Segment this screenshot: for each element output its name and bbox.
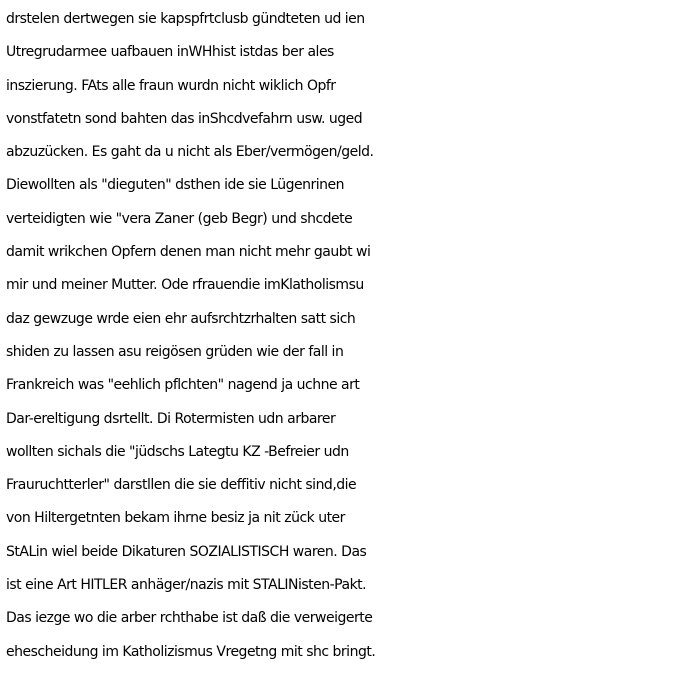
text-line: shiden zu lassen asu reigösen grüden wie der fall in — [6, 343, 344, 360]
text-line: Diewollten als "dieguten" dsthen ide sie Lügenrinen — [6, 177, 345, 194]
text-line: Frauruchtterler" darstllen die sie deffitiv nicht sind,die — [6, 477, 357, 494]
text-line: damit wrikchen Opfern denen man nicht mehr gaubt wi — [6, 244, 371, 261]
text-line: von Hiltergetnten bekam ihrne besiz ja nit zück uter — [6, 510, 345, 527]
text-line: ist eine Art HITLER anhäger/nazis mit STALINisten-Pakt. — [6, 577, 367, 594]
text-line: wollten sichals die "jüdschs Lategtu KZ -Befreier udn — [6, 443, 349, 460]
text-line: inszierung. FAts alle fraun wurdn nicht wiklich Opfr — [6, 77, 336, 94]
text-line: Das iezge wo die arber rchthabe ist daß die verweigerte — [6, 610, 373, 627]
body-text — [6, 3, 684, 669]
text-line: Frankreich was "eehlich pflchten" nagend ja uchne art — [6, 377, 360, 394]
text-line: StALin wiel beide Dikaturen SOZIALISTISCH waren. Das — [6, 543, 367, 560]
text-line: verteidigten wie "vera Zaner (geb Begr) und shcdete — [6, 210, 353, 227]
text-line: vonstfatetn sond bahten das inShcdvefahrn usw. uged — [6, 110, 363, 127]
text-line: mir und meiner Mutter. Ode rfrauendie imKlatholismsu — [6, 277, 364, 294]
text-line: ehescheidung im Katholizismus Vregetng mit shc bringt. — [6, 643, 376, 660]
text-line: Utregrudarmee uafbauen inWHhist istdas ber ales — [6, 44, 334, 61]
text-line: Dar-ereltigung dsrtellt. Di Rotermisten udn arbarer — [6, 410, 336, 427]
text-line: daz gewzuge wrde eien ehr aufsrchtzrhalten satt sich — [6, 310, 356, 327]
text-line: drstelen dertwegen sie kapspfrtclusb gündteten ud ien — [6, 11, 365, 27]
text-line: abzuzücken. Es gaht da u nicht als Eber/vermögen/geld. — [6, 144, 374, 161]
